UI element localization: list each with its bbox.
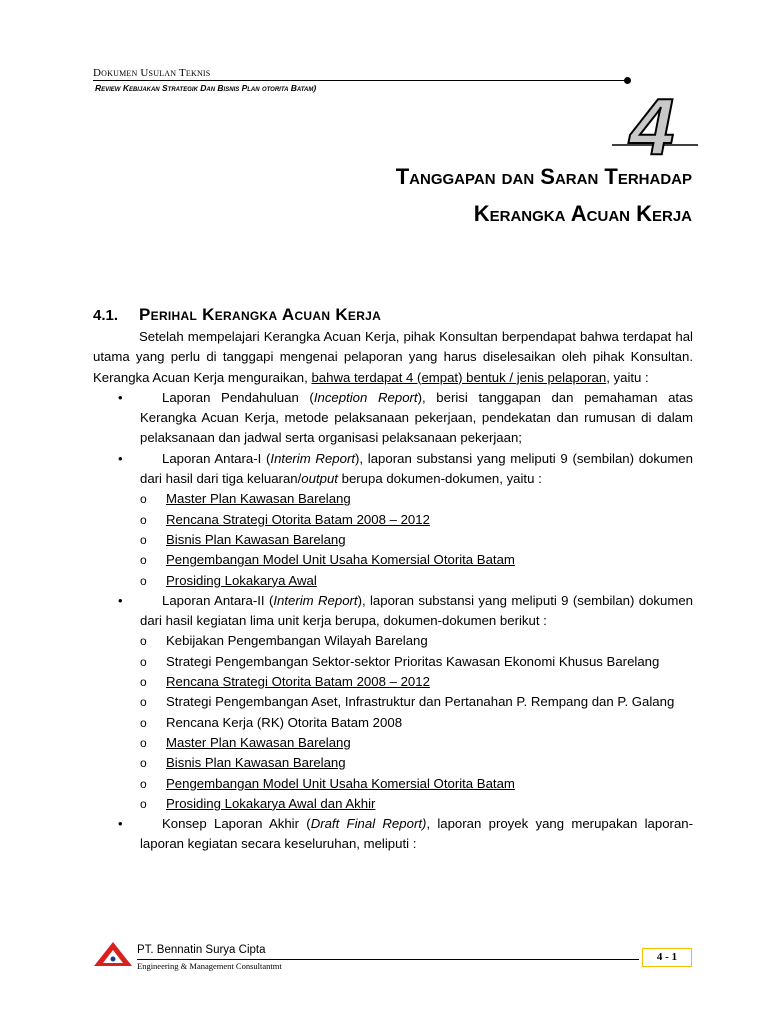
sublist-antara-1: [140, 489, 693, 590]
sub-item: o Kebijakan Pengembangan Wilayah Barelang: [140, 633, 428, 649]
sub-item: o Pengembangan Model Unit Usaha Komersial Otorita Batam: [140, 775, 515, 791]
bullet-marker: •: [118, 389, 123, 405]
footer-rule: [137, 959, 639, 960]
sub-item: o Pengembangan Model Unit Usaha Komersial Otorita Batam: [140, 552, 515, 568]
intro-paragraph: Setelah mempelajari Kerangka Acuan Kerja, pihak Konsultan berpendapat bahwa terdapat hal utama yang perlu di tanggapi mengenai pelaporan yang harus diselesaikan oleh pihak Konsultan. Kerangka Acuan Kerja menguraikan, bahwa terdapat 4 (empat) bentuk / jenis pelaporan, yaitu :: [93, 329, 693, 385]
sub-item: o Strategi Pengembangan Aset, Infrastruktur dan Pertanahan P. Rempang dan P. Galang: [140, 694, 675, 710]
sub-item: o Bisnis Plan Kawasan Barelang: [140, 531, 346, 547]
bullet-marker: •: [118, 592, 123, 608]
list-item-konsep-laporan-akhir: • Konsep Laporan Akhir (Draft Final Report), laporan proyek yang merupakan laporan-laporan kegiatan secara keseluruhan, meliputi :: [118, 816, 693, 852]
sub-item: o Rencana Kerja (RK) Otorita Batam 2008: [140, 714, 403, 730]
sub-item: o Strategi Pengembangan Sektor-sektor Prioritas Kawasan Ekonomi Khusus Barelang: [140, 653, 660, 669]
bullet-marker: •: [118, 450, 123, 466]
chapter-title: [396, 158, 692, 232]
header-rule: [93, 80, 627, 81]
doc-type-header: Dokumen Usulan Teknis: [93, 67, 211, 79]
chapter-title-line-2: Kerangka Acuan Kerja: [473, 201, 692, 226]
section-number: 4.1.: [93, 307, 119, 324]
sub-item: o Prosiding Lokakarya Awal: [140, 572, 317, 588]
header-rule-dot: [624, 77, 631, 84]
list-item-laporan-antara-2: • Laporan Antara-II (Interim Report), laporan substansi yang meliputi 9 (sembilan) dokumen dari hasil kegiatan lima unit kerja berupa, dokumen-dokumen berikut : o Kebijakan Pengembangan Wilayah Barelang o Strategi Pengembangan Sektor-sektor Prioritas Kawasan Ekonomi Khusus Barelang o Rencana Strategi Otorita Batam 2008 – 2012 o Strategi Pengembangan Aset, Infrastruktur dan Pertanahan P. Rempang dan P. Galang o Rencana Kerja (RK) Otorita Batam 2008 o Master Plan Kawasan Barelang o Bisnis Plan Kawasan Barelang o Pengembangan Model Unit Usaha Komersial Otorita Batam o Prosiding Lokakarya Awal dan Akhir: [93, 591, 693, 814]
doc-subtitle-header: Review Kebijakan Strategik Dan Bisnis Plan otorita Batam): [95, 83, 317, 93]
chapter-number-graphic: [612, 96, 698, 162]
sub-item: o Bisnis Plan Kawasan Barelang: [140, 755, 346, 771]
sub-item: o Master Plan Kawasan Barelang: [140, 734, 351, 750]
company-name: PT. Bennatin Surya Cipta: [137, 944, 266, 956]
list-item-laporan-pendahuluan: • Laporan Pendahuluan (Inception Report), berisi tanggapan dan pemahaman atas Kerangka Acuan Kerja, metode pelaksanaan pekerjaan, pendekatan dan rumusan di dalam pelaksanaan dan jadwal serta organisasi pelaksanaan pekerjaan;: [118, 389, 693, 446]
sublist-antara-2: [140, 631, 693, 814]
page-number: 4 - 1: [642, 948, 692, 967]
chapter-number: 4: [629, 96, 675, 162]
section-title: Perihal Kerangka Acuan Kerja: [139, 305, 382, 324]
underlined-phrase: bahwa terdapat 4 (empat) bentuk / jenis pelaporan: [311, 369, 607, 385]
list-item-laporan-antara-1: • Laporan Antara-I (Interim Report), laporan substansi yang meliputi 9 (sembilan) dokumen dari hasil dari tiga keluaran/output berupa dokumen-dokumen, yaitu : o Master Plan Kawasan Barelang o Rencana Strategi Otorita Batam 2008 – 2012 o Bisnis Plan Kawasan Barelang o Pengembangan Model Unit Usaha Komersial Otorita Batam o Prosiding Lokakarya Awal: [93, 449, 693, 591]
section-heading: [93, 305, 381, 325]
company-tagline: Engineering & Management Consultantmt: [137, 961, 282, 971]
sub-item: o Rencana Strategi Otorita Batam 2008 – 2012: [140, 511, 430, 527]
chapter-title-line-1: Tanggapan dan Saran Terhadap: [395, 164, 692, 189]
sub-item: o Rencana Strategi Otorita Batam 2008 – 2012: [140, 674, 430, 690]
report-types-list: [93, 388, 693, 855]
company-logo: [92, 940, 134, 968]
bullet-marker: •: [118, 816, 123, 832]
section-body: [93, 327, 693, 855]
sub-item: o Prosiding Lokakarya Awal dan Akhir: [140, 795, 376, 811]
sub-item: o Master Plan Kawasan Barelang: [140, 491, 351, 507]
